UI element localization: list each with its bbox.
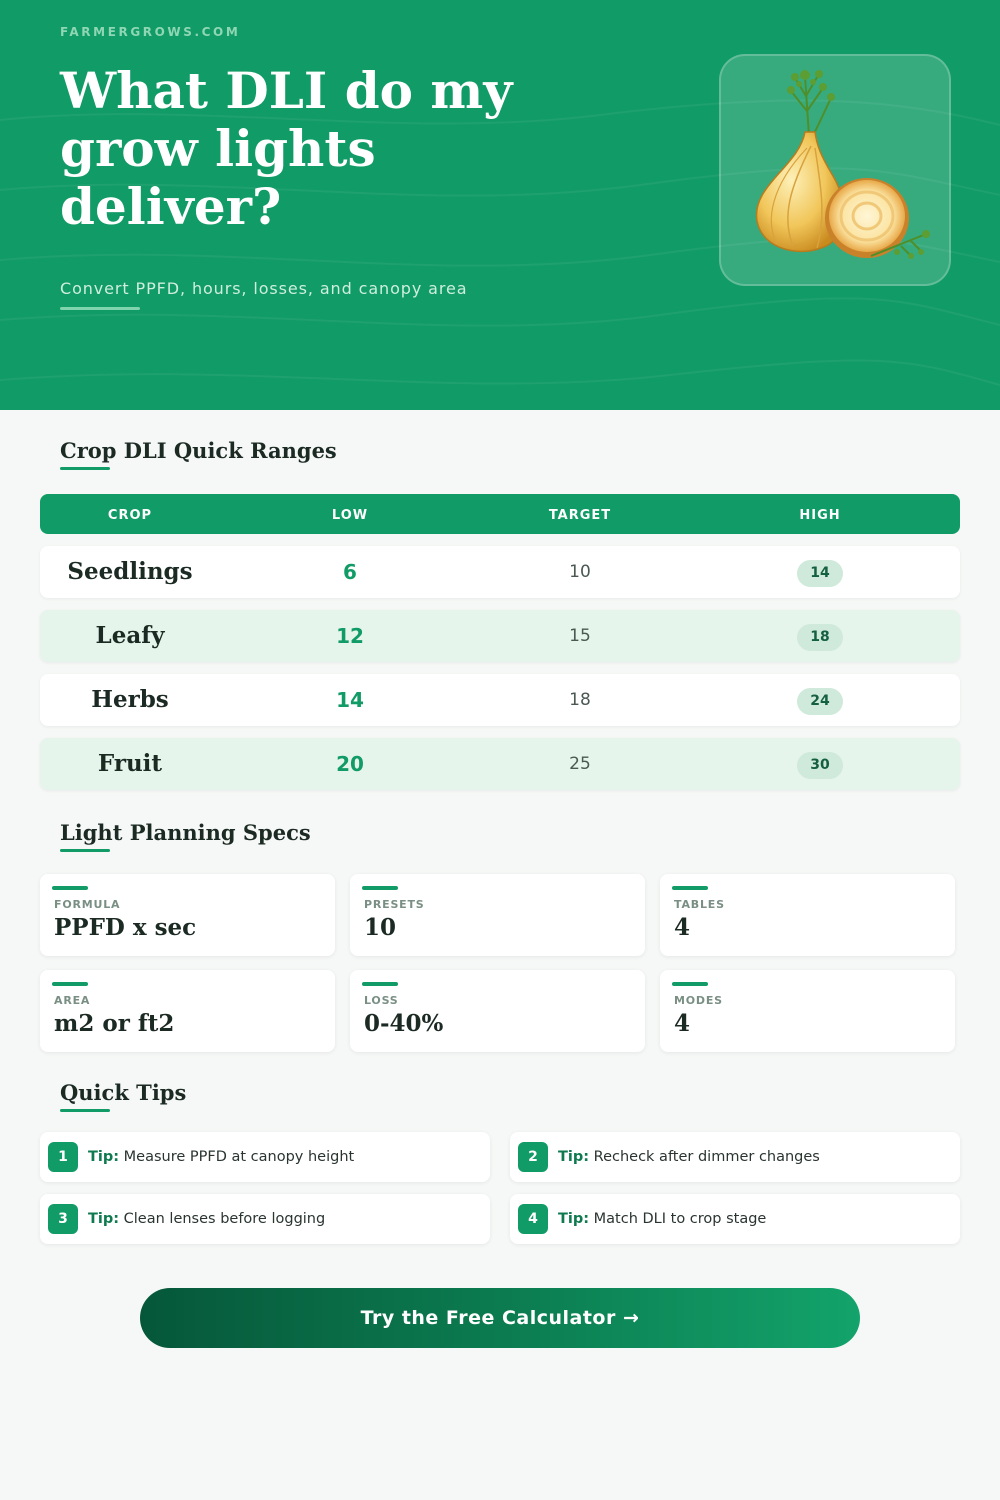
tip-lead-label: Tip: (558, 1149, 590, 1165)
hero-banner (0, 0, 1000, 410)
high-value-badge: 24 (797, 688, 843, 715)
spec-label: TABLES (674, 898, 725, 911)
page-title: What DLI do my grow lights deliver? (60, 61, 513, 236)
tip-text (558, 1132, 820, 1182)
crop-name: Fruit (97, 750, 163, 777)
onion-icon (721, 56, 949, 284)
spec-card-presets (350, 874, 645, 956)
tip-number-badge: 3 (48, 1204, 78, 1234)
spec-label: AREA (54, 994, 91, 1007)
section-underline (60, 1109, 110, 1112)
tip-text (558, 1194, 766, 1244)
crop-name: Seedlings (67, 558, 193, 585)
tip-text (88, 1194, 325, 1244)
hero-image-card (719, 54, 951, 286)
high-value-badge: 14 (797, 560, 843, 587)
column-header-low: LOW (331, 508, 369, 523)
spec-value: 4 (674, 914, 691, 941)
spec-accent-bar (672, 886, 708, 890)
high-value-badge: 18 (797, 624, 843, 651)
tips-title: Quick Tips (60, 1080, 187, 1105)
target-value: 25 (569, 754, 591, 774)
tip-card (40, 1132, 490, 1182)
tip-number-badge: 1 (48, 1142, 78, 1172)
tip-body: Clean lenses before logging (123, 1211, 326, 1227)
crop-ranges-title: Crop DLI Quick Ranges (60, 438, 337, 463)
table-row (40, 738, 960, 790)
tip-body: Match DLI to crop stage (593, 1211, 767, 1227)
brand-name: FARMERGROWS.COM (60, 25, 241, 39)
tip-text (88, 1132, 354, 1182)
spec-label: MODES (674, 994, 723, 1007)
section-underline (60, 467, 110, 470)
tip-number-badge: 2 (518, 1142, 548, 1172)
spec-card-modes (660, 970, 955, 1052)
target-value: 15 (569, 626, 591, 646)
spec-card-formula (40, 874, 335, 956)
spec-accent-bar (52, 886, 88, 890)
high-cell (780, 546, 860, 598)
spec-card-tables (660, 874, 955, 956)
subtitle-underline (60, 307, 140, 310)
try-calculator-button[interactable]: Try the Free Calculator → (140, 1288, 860, 1348)
tip-card (40, 1194, 490, 1244)
spec-value: 0-40% (364, 1010, 444, 1037)
spec-card-loss (350, 970, 645, 1052)
page-subtitle: Convert PPFD, hours, losses, and canopy area (60, 279, 468, 298)
table-row (40, 674, 960, 726)
tip-body: Recheck after dimmer changes (593, 1149, 820, 1165)
spec-accent-bar (362, 982, 398, 986)
low-value: 14 (336, 688, 364, 712)
spec-value: 4 (674, 1010, 691, 1037)
spec-value: m2 or ft2 (54, 1010, 175, 1037)
high-value-badge: 30 (797, 752, 843, 779)
target-value: 18 (569, 690, 591, 710)
column-header-high: HIGH (799, 508, 841, 523)
column-header-crop: CROP (107, 508, 153, 523)
tip-lead-label: Tip: (88, 1149, 120, 1165)
spec-label: PRESETS (364, 898, 425, 911)
spec-label: FORMULA (54, 898, 121, 911)
tip-number-badge: 4 (518, 1204, 548, 1234)
spec-accent-bar (362, 886, 398, 890)
tip-card (510, 1194, 960, 1244)
high-cell (780, 738, 860, 790)
column-header-target: TARGET (548, 508, 612, 523)
tip-lead-label: Tip: (88, 1211, 120, 1227)
high-cell (780, 674, 860, 726)
tip-body: Measure PPFD at canopy height (123, 1149, 355, 1165)
target-value: 10 (569, 562, 591, 582)
high-cell (780, 610, 860, 662)
tip-lead-label: Tip: (558, 1211, 590, 1227)
crop-name: Herbs (91, 686, 169, 713)
low-value: 6 (343, 560, 357, 584)
low-value: 20 (336, 752, 364, 776)
spec-card-area (40, 970, 335, 1052)
spec-label: LOSS (364, 994, 399, 1007)
spec-accent-bar (672, 982, 708, 986)
spec-accent-bar (52, 982, 88, 986)
tip-card (510, 1132, 960, 1182)
spec-value: 10 (364, 914, 397, 941)
table-row (40, 610, 960, 662)
section-underline (60, 849, 110, 852)
specs-title: Light Planning Specs (60, 820, 311, 845)
table-header (40, 494, 960, 534)
table-row (40, 546, 960, 598)
low-value: 12 (336, 624, 364, 648)
crop-name: Leafy (95, 622, 165, 649)
spec-value: PPFD x sec (54, 914, 197, 941)
